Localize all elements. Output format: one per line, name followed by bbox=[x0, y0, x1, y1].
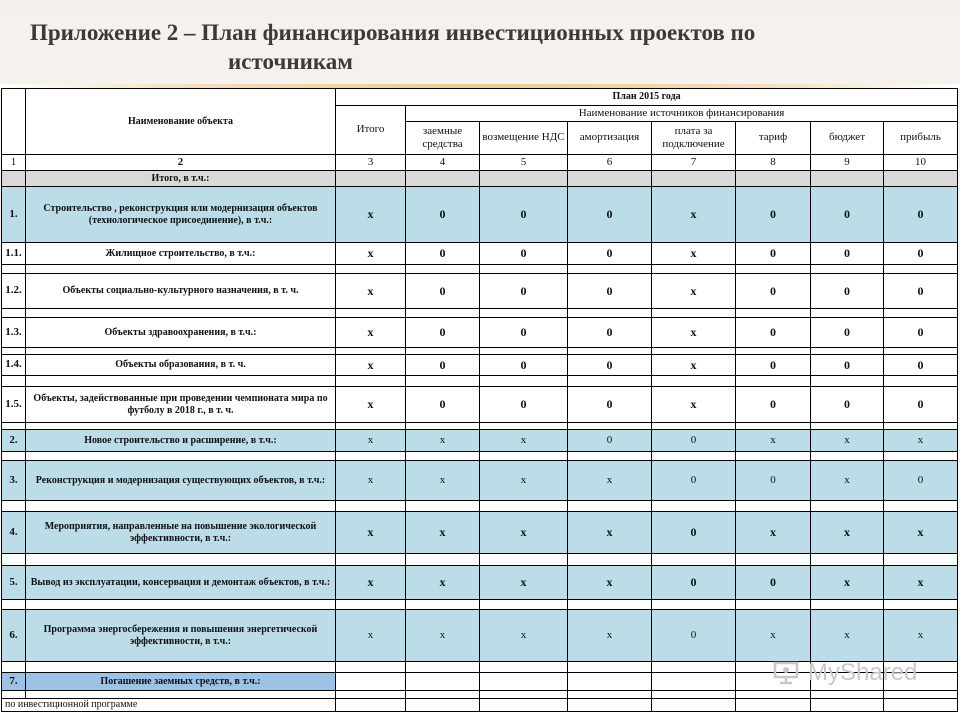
value-cell: x bbox=[480, 461, 568, 501]
table-row bbox=[2, 512, 958, 554]
value-cell: 0 bbox=[736, 243, 811, 265]
value-cell: 0 bbox=[568, 318, 652, 348]
table-row bbox=[2, 610, 958, 662]
row-label: Программа энергосбережения и повышения энергетической эффективности, в т.ч.: bbox=[26, 610, 336, 662]
header-sources: Наименование источников финансирования bbox=[406, 106, 958, 122]
value-cell bbox=[480, 699, 568, 712]
value-cell: 0 bbox=[406, 318, 480, 348]
table-row bbox=[2, 461, 958, 501]
spacer-row bbox=[2, 501, 958, 512]
row-number: 4. bbox=[2, 512, 26, 554]
value-cell: 0 bbox=[568, 430, 652, 452]
row-label: по инвестиционной программе bbox=[2, 699, 336, 712]
value-cell: 0 bbox=[811, 355, 884, 376]
index-cell: 5 bbox=[480, 155, 568, 171]
value-cell bbox=[736, 699, 811, 712]
value-cell: 0 bbox=[884, 187, 958, 243]
spacer-row bbox=[2, 423, 958, 430]
watermark-text: MyShared bbox=[808, 659, 918, 686]
value-cell bbox=[480, 171, 568, 187]
presentation-icon bbox=[772, 658, 800, 686]
value-cell: x bbox=[736, 610, 811, 662]
row-label: Объекты, задействованные при проведении чемпионата мира по футболу в 2018 г., в т. ч. bbox=[26, 387, 336, 423]
title-line-2: источникам bbox=[228, 49, 353, 74]
spacer-row bbox=[2, 452, 958, 461]
value-cell bbox=[406, 673, 480, 691]
value-cell: x bbox=[736, 512, 811, 554]
value-cell bbox=[336, 673, 406, 691]
row-number: 2. bbox=[2, 430, 26, 452]
value-cell: x bbox=[884, 610, 958, 662]
value-cell bbox=[652, 699, 736, 712]
value-cell bbox=[568, 171, 652, 187]
header-col-depreciation: амортизация bbox=[568, 122, 652, 155]
value-cell: 0 bbox=[736, 461, 811, 501]
row-label: Погашение заемных средств, в т.ч.: bbox=[26, 673, 336, 691]
value-cell: 0 bbox=[811, 243, 884, 265]
value-cell: x bbox=[336, 610, 406, 662]
value-cell bbox=[652, 171, 736, 187]
value-cell bbox=[568, 699, 652, 712]
header-col-tariff: тариф bbox=[736, 122, 811, 155]
value-cell: x bbox=[652, 274, 736, 309]
table-row bbox=[2, 274, 958, 309]
value-cell bbox=[336, 171, 406, 187]
value-cell: x bbox=[652, 318, 736, 348]
spacer-row bbox=[2, 600, 958, 610]
value-cell: x bbox=[811, 566, 884, 600]
value-cell: x bbox=[568, 566, 652, 600]
row-number: 1.1. bbox=[2, 243, 26, 265]
value-cell bbox=[568, 673, 652, 691]
value-cell: x bbox=[652, 243, 736, 265]
value-cell: 0 bbox=[736, 355, 811, 376]
header-col-budget: бюджет bbox=[811, 122, 884, 155]
row-number: 5. bbox=[2, 566, 26, 600]
value-cell: x bbox=[568, 512, 652, 554]
value-cell bbox=[480, 673, 568, 691]
header-itogo: Итого bbox=[336, 106, 406, 155]
row-number bbox=[2, 171, 26, 187]
index-cell: 4 bbox=[406, 155, 480, 171]
value-cell: 0 bbox=[406, 355, 480, 376]
value-cell: x bbox=[652, 387, 736, 423]
value-cell: 0 bbox=[652, 461, 736, 501]
value-cell: 0 bbox=[736, 187, 811, 243]
value-cell: x bbox=[884, 512, 958, 554]
value-cell: 0 bbox=[652, 610, 736, 662]
value-cell bbox=[884, 171, 958, 187]
row-label: Новое строительство и расширение, в т.ч.: bbox=[26, 430, 336, 452]
table-row bbox=[2, 243, 958, 265]
row-number: 6. bbox=[2, 610, 26, 662]
row-label: Объекты социально-культурного назначения, в т. ч. bbox=[26, 274, 336, 309]
value-cell: 0 bbox=[568, 387, 652, 423]
index-cell: 2 bbox=[26, 155, 336, 171]
value-cell: 0 bbox=[884, 318, 958, 348]
value-cell bbox=[811, 699, 884, 712]
header-row-1 bbox=[2, 89, 958, 106]
value-cell bbox=[336, 699, 406, 712]
value-cell: x bbox=[336, 318, 406, 348]
value-cell: 0 bbox=[480, 243, 568, 265]
value-cell: 0 bbox=[652, 566, 736, 600]
value-cell: 0 bbox=[480, 355, 568, 376]
header-object-name: Наименование объекта bbox=[26, 89, 336, 155]
value-cell: x bbox=[336, 274, 406, 309]
value-cell: x bbox=[480, 610, 568, 662]
value-cell: x bbox=[406, 610, 480, 662]
value-cell: x bbox=[336, 430, 406, 452]
row-number: 1.5. bbox=[2, 387, 26, 423]
row-label: Объекты здравоохранения, в т.ч.: bbox=[26, 318, 336, 348]
row-label: Мероприятия, направленные на повышение экологической эффективности, в т.ч.: bbox=[26, 512, 336, 554]
value-cell: 0 bbox=[480, 187, 568, 243]
value-cell: 0 bbox=[480, 318, 568, 348]
index-cell: 6 bbox=[568, 155, 652, 171]
value-cell: 0 bbox=[406, 243, 480, 265]
index-cell: 10 bbox=[884, 155, 958, 171]
value-cell: 0 bbox=[480, 387, 568, 423]
value-cell: 0 bbox=[884, 355, 958, 376]
row-number: 1.3. bbox=[2, 318, 26, 348]
value-cell: 0 bbox=[736, 274, 811, 309]
value-cell bbox=[406, 171, 480, 187]
value-cell bbox=[652, 673, 736, 691]
value-cell bbox=[406, 699, 480, 712]
table-row-itogo bbox=[2, 171, 958, 187]
value-cell: x bbox=[336, 566, 406, 600]
value-cell: 0 bbox=[406, 187, 480, 243]
value-cell: x bbox=[406, 566, 480, 600]
value-cell bbox=[736, 171, 811, 187]
value-cell: x bbox=[811, 610, 884, 662]
row-label: Объекты образования, в т. ч. bbox=[26, 355, 336, 376]
value-cell: x bbox=[336, 243, 406, 265]
row-label: Вывод из эксплуатации, консервация и демонтаж объектов, в т.ч.: bbox=[26, 566, 336, 600]
row-number: 7. bbox=[2, 673, 26, 691]
row-number: 1.2. bbox=[2, 274, 26, 309]
slide-title bbox=[30, 18, 930, 76]
value-cell: x bbox=[652, 187, 736, 243]
value-cell: 0 bbox=[652, 512, 736, 554]
value-cell: x bbox=[884, 430, 958, 452]
row-label: Итого, в т.ч.: bbox=[26, 171, 336, 187]
value-cell: x bbox=[652, 355, 736, 376]
watermark bbox=[772, 658, 932, 690]
value-cell: 0 bbox=[406, 274, 480, 309]
column-index-row bbox=[2, 155, 958, 171]
row-number: 1.4. bbox=[2, 355, 26, 376]
value-cell: x bbox=[406, 512, 480, 554]
value-cell: 0 bbox=[568, 274, 652, 309]
title-line-1: Приложение 2 – План финансирования инвестиционных проектов по bbox=[30, 20, 756, 45]
value-cell: 0 bbox=[811, 274, 884, 309]
value-cell: x bbox=[336, 387, 406, 423]
value-cell: 0 bbox=[884, 243, 958, 265]
spacer-row bbox=[2, 554, 958, 566]
value-cell: x bbox=[406, 430, 480, 452]
index-cell: 9 bbox=[811, 155, 884, 171]
header-col-connection-fee: плата за подключение bbox=[652, 122, 736, 155]
value-cell: 0 bbox=[884, 461, 958, 501]
index-cell: 3 bbox=[336, 155, 406, 171]
value-cell: 0 bbox=[736, 318, 811, 348]
value-cell: x bbox=[811, 430, 884, 452]
row-number: 3. bbox=[2, 461, 26, 501]
value-cell: 0 bbox=[480, 274, 568, 309]
table-row bbox=[2, 318, 958, 348]
row-label: Реконструкция и модернизация существующих объектов, в т.ч.: bbox=[26, 461, 336, 501]
value-cell: x bbox=[811, 461, 884, 501]
value-cell: 0 bbox=[811, 318, 884, 348]
row-number: 1. bbox=[2, 187, 26, 243]
value-cell: x bbox=[811, 512, 884, 554]
value-cell: x bbox=[736, 430, 811, 452]
value-cell: x bbox=[480, 566, 568, 600]
value-cell: x bbox=[480, 430, 568, 452]
table-row bbox=[2, 187, 958, 243]
index-cell: 8 bbox=[736, 155, 811, 171]
value-cell: 0 bbox=[568, 187, 652, 243]
row-label: Строительство , реконструкция или модернизация объектов (технологическое присоединение), в т.ч.: bbox=[26, 187, 336, 243]
spacer-row bbox=[2, 348, 958, 355]
value-cell: x bbox=[480, 512, 568, 554]
spacer-row bbox=[2, 691, 958, 699]
table-row bbox=[2, 699, 958, 712]
value-cell: 0 bbox=[568, 243, 652, 265]
value-cell: x bbox=[336, 187, 406, 243]
value-cell bbox=[884, 699, 958, 712]
table-row bbox=[2, 566, 958, 600]
value-cell: 0 bbox=[568, 355, 652, 376]
financing-plan-table bbox=[1, 88, 958, 712]
value-cell: 0 bbox=[652, 430, 736, 452]
spacer-row bbox=[2, 265, 958, 274]
index-cell: 1 bbox=[2, 155, 26, 171]
value-cell: 0 bbox=[736, 566, 811, 600]
value-cell: 0 bbox=[811, 387, 884, 423]
header-col-vat: возмещение НДС bbox=[480, 122, 568, 155]
value-cell: 0 bbox=[884, 274, 958, 309]
value-cell: 0 bbox=[884, 387, 958, 423]
value-cell: x bbox=[568, 461, 652, 501]
value-cell bbox=[811, 171, 884, 187]
row-label: Жилищное строительство, в т.ч.: bbox=[26, 243, 336, 265]
header-corner bbox=[2, 89, 26, 155]
value-cell: x bbox=[336, 461, 406, 501]
value-cell: x bbox=[884, 566, 958, 600]
header-col-loans: заемные средства bbox=[406, 122, 480, 155]
value-cell: 0 bbox=[406, 387, 480, 423]
spacer-row bbox=[2, 376, 958, 387]
table-row bbox=[2, 355, 958, 376]
value-cell: x bbox=[336, 355, 406, 376]
index-cell: 7 bbox=[652, 155, 736, 171]
header-plan-2015: План 2015 года bbox=[336, 89, 958, 106]
value-cell: x bbox=[568, 610, 652, 662]
spacer-row bbox=[2, 309, 958, 318]
value-cell: 0 bbox=[736, 387, 811, 423]
value-cell: x bbox=[406, 461, 480, 501]
value-cell: x bbox=[336, 512, 406, 554]
header-col-profit: прибыль bbox=[884, 122, 958, 155]
table-row bbox=[2, 430, 958, 452]
value-cell: 0 bbox=[811, 187, 884, 243]
table-row bbox=[2, 387, 958, 423]
